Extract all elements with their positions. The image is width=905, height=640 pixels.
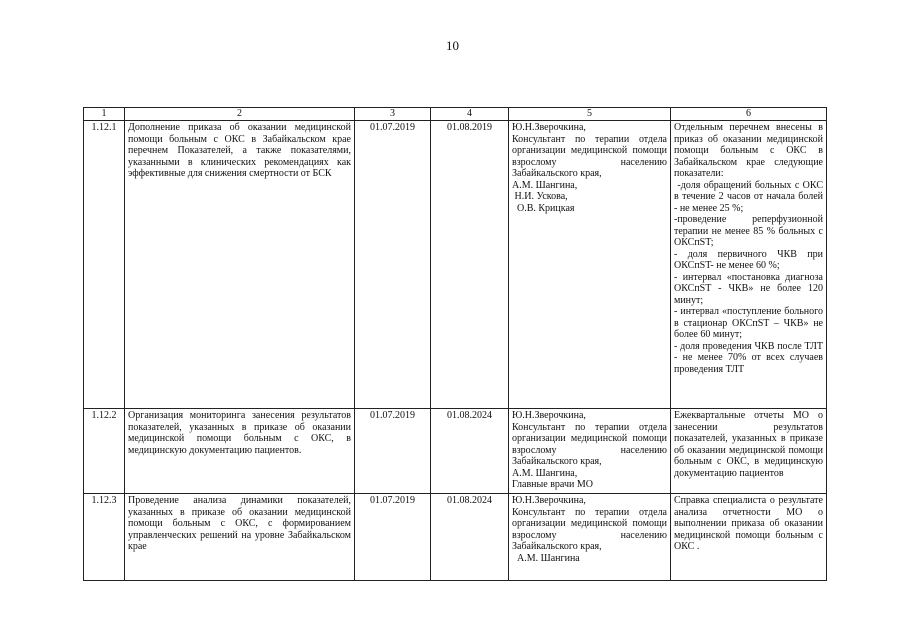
responsible-line: Главные врачи МО	[512, 479, 593, 490]
start-date: 01.07.2019	[355, 121, 431, 409]
row-number: 1.12.3	[84, 494, 125, 581]
responsible-persons	[509, 409, 671, 494]
header-col-1: 1	[84, 108, 125, 121]
responsible-line: А.М. Шангина	[512, 552, 580, 564]
header-col-6: 6	[671, 108, 827, 121]
end-date: 01.08.2024	[431, 494, 509, 581]
result-line: - доля проведения ЧКВ после ТЛТ - не менее 70% от всех случаев проведения ТЛТ	[674, 340, 826, 375]
result-line: -проведение реперфузионной терапии не менее 85 % больных с ОКСпST;	[674, 214, 826, 248]
header-row	[84, 108, 827, 121]
end-date: 01.08.2019	[431, 121, 509, 409]
table-row	[84, 409, 827, 494]
responsible-persons	[509, 121, 671, 409]
responsible-line: А.М. Шангина,	[512, 467, 578, 479]
header-col-2: 2	[125, 108, 355, 121]
activity-description: Проведение анализа динамики показателей, указанных в приказе об оказании медицинской помощи больным с ОКС, с формированием управленческих решений на уровне Забайкальском крае	[125, 494, 355, 581]
responsible-persons	[509, 494, 671, 581]
table-row	[84, 494, 827, 581]
header-col-4: 4	[431, 108, 509, 121]
result-line: - доля первичного ЧКВ при ОКСпST- не менее 60 %;	[674, 248, 826, 271]
start-date: 01.07.2019	[355, 409, 431, 494]
responsible-line: Ю.Н.Зверочкина,	[512, 495, 586, 506]
end-date: 01.08.2024	[431, 409, 509, 494]
table-row	[84, 121, 827, 409]
header-col-5: 5	[509, 108, 671, 121]
activity-description: Дополнение приказа об оказании медицинской помощи больным с ОКС в Забайкальском крае перечнем Показателей, а также показателями, указанными в клинических рекомендациях как эффективные для снижения смертности от БСК	[125, 121, 355, 409]
row-number: 1.12.2	[84, 409, 125, 494]
responsible-line: Ю.Н.Зверочкина,	[512, 122, 586, 133]
expected-result	[671, 409, 827, 494]
start-date: 01.07.2019	[355, 494, 431, 581]
result-line: -доля обращений больных с ОКС в течение 2 часов от начала болей - не менее 25 %;	[674, 179, 826, 214]
expected-result	[671, 494, 827, 581]
row-number: 1.12.1	[84, 121, 125, 409]
header-col-3: 3	[355, 108, 431, 121]
responsible-line: Ю.Н.Зверочкина,	[512, 410, 586, 421]
result-line: Ежеквартальные отчеты МО о занесении результатов показателей, указанных в приказе об оказании медицинской помощи больным с ОКС, в медицинскую документацию пациентов	[674, 410, 826, 479]
responsible-line: Консультант по терапии отдела организации медицинской помощи взрослому населению Забайкальского края,	[512, 506, 670, 552]
activity-description: Организация мониторинга занесения результатов показателей, указанных в приказе об оказании медицинской помощи больным с ОКС, в медицинскую документацию пациентов.	[125, 409, 355, 494]
responsible-line: А.М. Шангина,	[512, 179, 578, 191]
responsible-line: Консультант по терапии отдела организации медицинской помощи взрослому населению Забайкальского края,	[512, 133, 670, 179]
responsible-line: О.В. Крицкая	[512, 202, 575, 214]
result-line: - интервал «постановка диагноза ОКСпST - ЧКВ» не более 120 минут;	[674, 271, 826, 306]
page-number: 10	[446, 38, 459, 53]
result-line: Справка специалиста о результате анализа отчетности МО о выполнении приказа об оказании медицинской помощи больным с ОКС .	[674, 495, 826, 552]
action-plan-table	[83, 107, 827, 581]
result-line: - интервал «поступление больного в стационар ОКСпST – ЧКВ» не более 60 минут;	[674, 306, 826, 340]
result-line: Отдельным перечнем внесены в приказ об оказании медицинской помощи больным с ОКС в Забайкальском крае следующие показатели:	[674, 122, 826, 179]
responsible-line: Консультант по терапии отдела организации медицинской помощи взрослому населению Забайкальского края,	[512, 421, 670, 467]
responsible-line: Н.И. Ускова,	[512, 191, 568, 202]
expected-result	[671, 121, 827, 409]
